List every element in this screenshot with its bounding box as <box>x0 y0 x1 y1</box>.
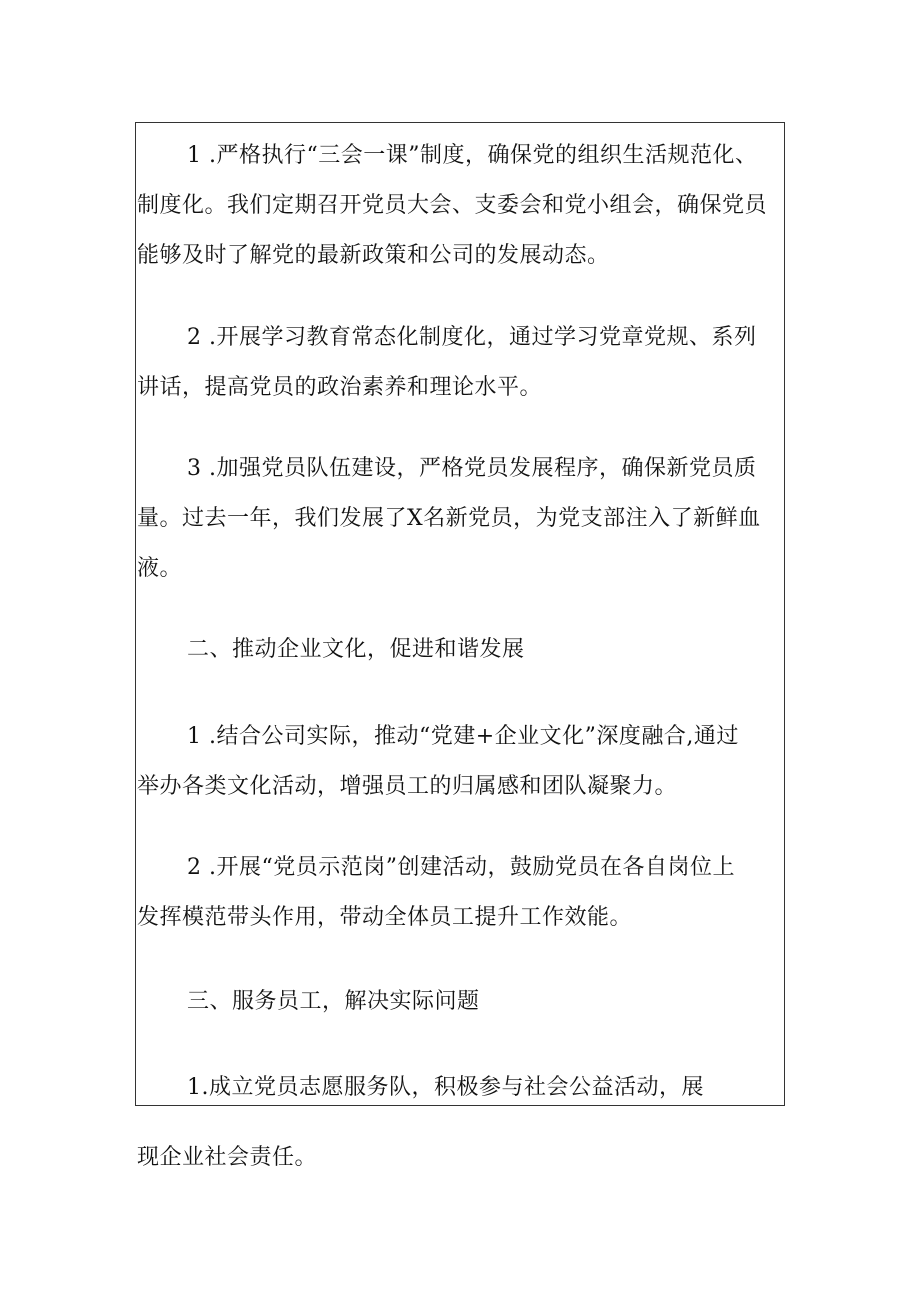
paragraph-line: 能够及时了解党的最新政策和公司的发展动态。 <box>137 243 610 268</box>
paragraph-line: 1 .结合公司实际，推动“党建+企业文化”深度融合,通过 <box>187 724 739 749</box>
paragraph-6 <box>137 843 785 943</box>
heading-line: 三、服务员工，解决实际问题 <box>187 989 480 1014</box>
paragraph-line: 液。 <box>137 556 183 581</box>
paragraph-line: 制度化。我们定期召开党员大会、支委会和党小组会，确保党员 <box>137 193 768 218</box>
paragraph-line: 发挥模范带头作用，带动全体员工提升工作效能。 <box>137 905 633 930</box>
paragraph-1 <box>137 131 785 281</box>
paragraph-line: 量。过去一年，我们发展了X名新党员，为党支部注入了新鲜血 <box>137 506 761 531</box>
section-heading-2 <box>137 625 785 675</box>
paragraph-line: 3 .加强党员队伍建设，严格党员发展程序，确保新党员质 <box>187 456 757 481</box>
paragraph-line: 举办各类文化活动，增强员工的归属感和团队凝聚力。 <box>137 774 678 799</box>
paragraph-5 <box>137 712 785 812</box>
heading-line: 二、推动企业文化，促进和谐发展 <box>187 637 525 662</box>
paragraph-3 <box>137 444 785 594</box>
paragraph-8 <box>137 1063 785 1113</box>
continuation-text <box>137 1133 785 1183</box>
paragraph-line: 现企业社会责任。 <box>137 1145 318 1170</box>
section-heading-3 <box>137 977 785 1027</box>
paragraph-line: 1.成立党员志愿服务队，积极参与社会公益活动，展 <box>187 1075 704 1100</box>
paragraph-2 <box>137 313 785 413</box>
paragraph-line: 2 .开展“党员示范岗”创建活动，鼓励党员在各自岗位上 <box>187 855 735 880</box>
paragraph-line: 2 .开展学习教育常态化制度化，通过学习党章党规、系列 <box>187 325 757 350</box>
paragraph-line: 1 .严格执行“三会一课”制度，确保党的组织生活规范化、 <box>187 143 758 168</box>
paragraph-line: 讲话，提高党员的政治素养和理论水平。 <box>137 375 543 400</box>
